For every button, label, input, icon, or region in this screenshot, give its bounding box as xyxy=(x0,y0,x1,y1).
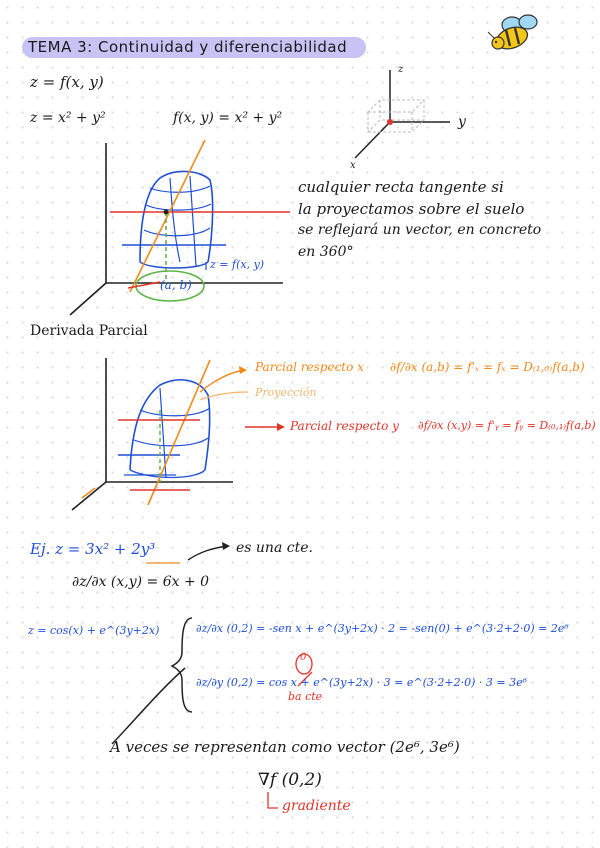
axis-y-label: y xyxy=(458,114,466,130)
example-2-dx: ∂z/∂x (0,2) = -sen x + e^(3y+2x) · 2 = -sen(0) + e^(3·2+2·0) = 2e⁶ xyxy=(196,622,569,635)
section-heading-partial: Derivada Parcial xyxy=(30,323,148,339)
tangent-text-line-1: cualquier recta tangente si xyxy=(298,178,504,196)
constant-label: ba cte xyxy=(288,690,323,703)
tangent-text-line-2: la proyectamos sobre el suelo xyxy=(298,200,525,218)
projection-label: Proyección xyxy=(255,386,317,399)
example-2-dy: ∂z/∂y (0,2) = cos x + e^(3y+2x) · 3 = e^(3·2+2·0) · 3 = 3e⁶ xyxy=(196,676,527,689)
partial-x-label: Parcial respecto x xyxy=(255,360,364,374)
partial-y-formula: ∂f/∂x (x,y) = f'ᵧ = fᵧ = D₍₀,₁₎f(a,b) xyxy=(418,419,596,432)
constant-zero-note: 0 xyxy=(300,652,307,663)
gradient-notation: ∇f (0,2) xyxy=(258,770,322,790)
axis-z-label: z xyxy=(398,64,404,75)
example-2-function: z = cos(x) + e^(3y+2x) xyxy=(28,624,160,637)
partial-y-label: Parcial respecto y xyxy=(290,419,399,433)
formula-z-f: z = f(x, y) xyxy=(30,73,104,91)
vector-note: A veces se representan como vector (2e⁶, 3e⁶) xyxy=(110,738,460,756)
partial-x-formula: ∂f/∂x (a,b) = f'ₓ = fₓ = D₍₁,₀₎f(a,b) xyxy=(390,360,585,374)
page-title: TEMA 3: Continuidad y diferenciabilidad xyxy=(28,38,348,56)
example-1-function: Ej. z = 3x² + 2y³ xyxy=(30,540,156,558)
formula-z-x2y2: z = x² + y² xyxy=(30,110,106,126)
tangent-text-line-4: en 360° xyxy=(298,244,354,260)
gradient-label: gradiente xyxy=(282,798,351,814)
example-1-note: es una cte. xyxy=(236,540,313,556)
point-label: (a, b) xyxy=(160,278,192,292)
formula-f-x2y2: f(x, y) = x² + y² xyxy=(173,110,283,126)
surface-label: z = f(x, y) xyxy=(210,258,265,271)
axis-x-label: x xyxy=(350,160,356,171)
tangent-text-line-3: se reflejará un vector, en concreto xyxy=(298,222,542,238)
example-1-derivative: ∂z/∂x (x,y) = 6x + 0 xyxy=(72,574,210,590)
